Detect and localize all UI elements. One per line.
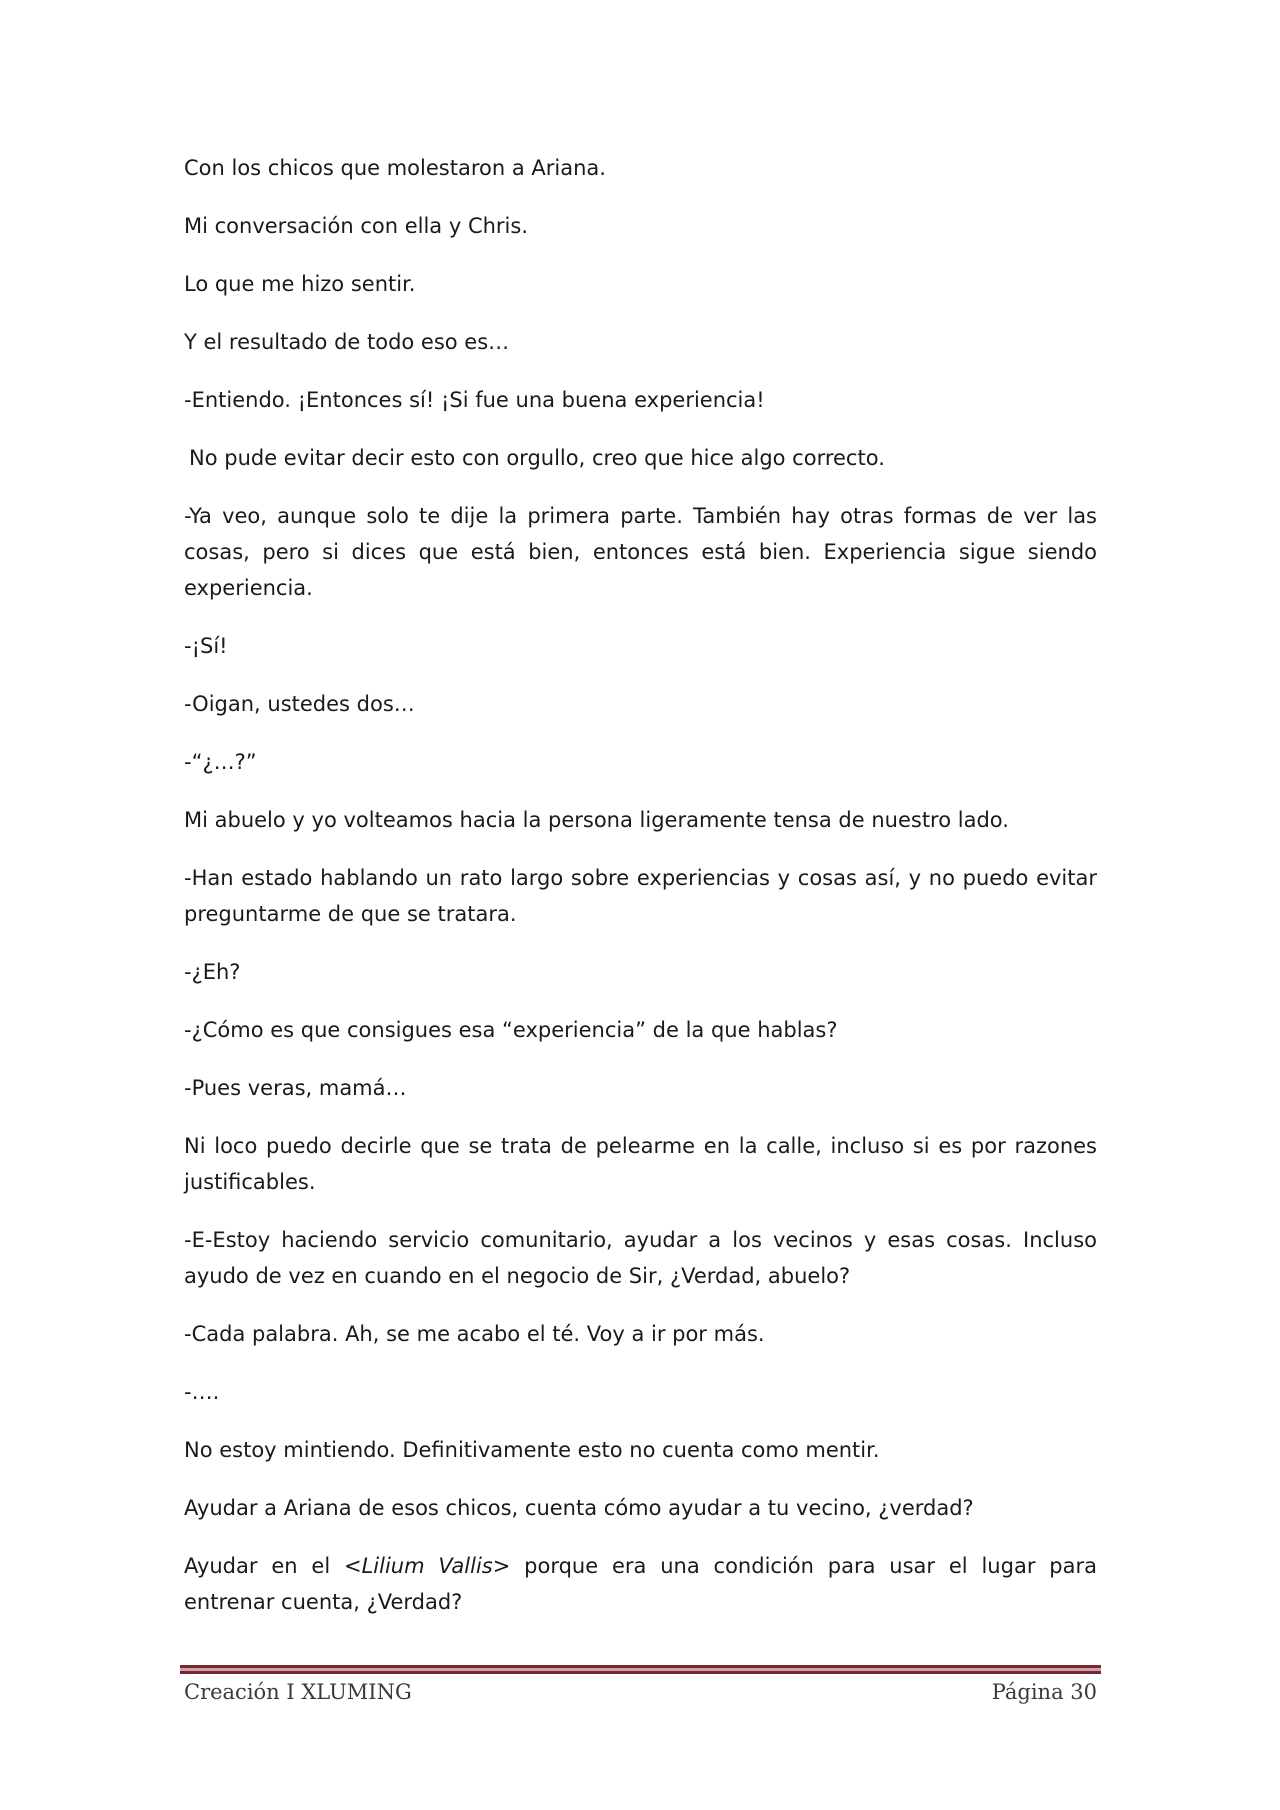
paragraph: -E-Estoy haciendo servicio comunitario, ayudar a los vecinos y esas cosas. Incluso ayudo de vez en cuando en el negocio de Sir, ¿Verdad, abuelo? (184, 1228, 1097, 1288)
paragraph: -…. (184, 1380, 220, 1404)
paragraph-last (184, 1548, 1097, 1620)
text-run: Ayudar en el (184, 1554, 344, 1578)
paragraph: -¿Eh? (184, 960, 241, 984)
paragraph: -Entiendo. ¡Entonces sí! ¡Si fue una buena experiencia! (184, 388, 765, 412)
paragraph: Y el resultado de todo eso es… (184, 330, 510, 354)
paragraph: -Oigan, ustedes dos… (184, 692, 415, 716)
paragraph: No estoy mintiendo. Definitivamente esto no cuenta como mentir. (184, 1438, 880, 1462)
paragraph: -Han estado hablando un rato largo sobre experiencias y cosas así, y no puedo evitar preguntarme de que se tratara. (184, 866, 1097, 926)
paragraph: -“¿…?” (184, 750, 257, 774)
paragraph: No pude evitar decir esto con orgullo, creo que hice algo correcto. (189, 446, 885, 470)
paragraph: Lo que me hizo sentir. (184, 272, 416, 296)
paragraph: Mi abuelo y yo volteamos hacia la persona ligeramente tensa de nuestro lado. (184, 808, 1009, 832)
paragraph: Ayudar a Ariana de esos chicos, cuenta cómo ayudar a tu vecino, ¿verdad? (184, 1496, 974, 1520)
page-footer (184, 1680, 1097, 1704)
paragraph: Mi conversación con ella y Chris. (184, 214, 529, 238)
paragraph: -¡Sí! (184, 634, 228, 658)
paragraph: Ni loco puedo decirle que se trata de pelearme en la calle, incluso si es por razones justificables. (184, 1134, 1097, 1194)
page-body (184, 150, 1097, 1642)
paragraph: -¿Cómo es que consigues esa “experiencia” de la que hablas? (184, 1018, 838, 1042)
page-number: Página 30 (991, 1680, 1097, 1704)
paragraph: -Pues veras, mamá… (184, 1076, 407, 1100)
venue-name: <Lilium Vallis> (343, 1554, 511, 1578)
footer-divider (180, 1665, 1101, 1674)
paragraph: -Ya veo, aunque solo te dije la primera parte. También hay otras formas de ver las cosas, pero si dices que está bien, entonces está bien. Experiencia sigue siendo experiencia. (184, 504, 1097, 600)
paragraph: Con los chicos que molestaron a Ariana. (184, 156, 606, 180)
text-run: porque era una condición para usar el lugar para entrenar cuenta, ¿Verdad? (184, 1554, 1097, 1614)
footer-author: Creación I XLUMING (184, 1680, 412, 1704)
paragraph: -Cada palabra. Ah, se me acabo el té. Voy a ir por más. (184, 1322, 765, 1346)
